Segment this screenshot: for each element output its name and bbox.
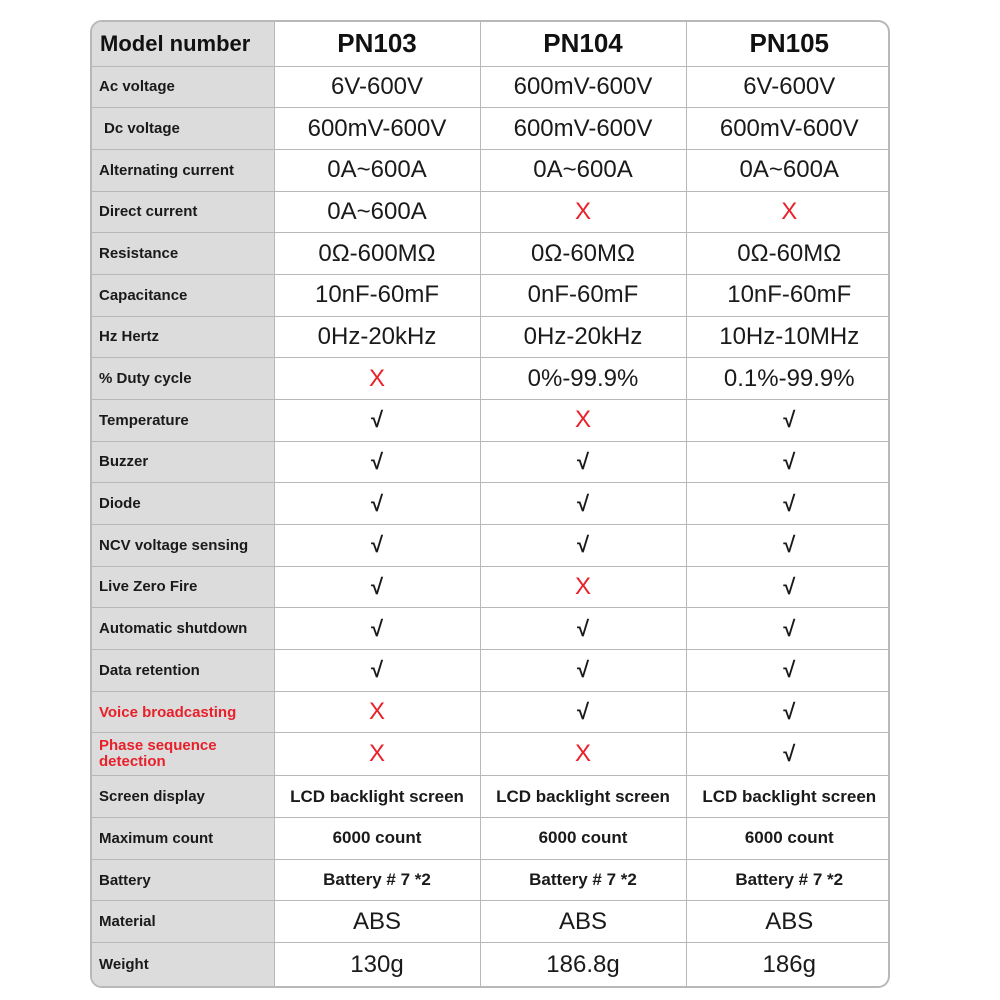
model-header-pn103: PN103 bbox=[274, 22, 480, 66]
value-cell: Battery # 7 *2 bbox=[274, 859, 480, 901]
row-label: Battery bbox=[92, 859, 274, 901]
value-cell: 186.8g bbox=[480, 943, 686, 986]
value-cell: 0A~600A bbox=[274, 191, 480, 233]
table-row-voice-broadcasting bbox=[92, 691, 890, 733]
table-row-direct-current bbox=[92, 191, 890, 233]
check-icon: √ bbox=[686, 441, 890, 483]
table-row-resistance bbox=[92, 233, 890, 275]
value-cell: 600mV-600V bbox=[480, 108, 686, 150]
table-row-dc-voltage bbox=[92, 108, 890, 150]
row-label: Ac voltage bbox=[92, 66, 274, 108]
value-cell: 0A~600A bbox=[274, 149, 480, 191]
row-label: Material bbox=[92, 901, 274, 943]
row-label: Data retention bbox=[92, 650, 274, 692]
table-row-material bbox=[92, 901, 890, 943]
value-cell: 6000 count bbox=[480, 818, 686, 860]
model-header-pn104: PN104 bbox=[480, 22, 686, 66]
check-icon: √ bbox=[480, 650, 686, 692]
header-label: Model number bbox=[92, 22, 274, 66]
table-row-ncv-voltage-sensing bbox=[92, 524, 890, 566]
value-cell: ABS bbox=[480, 901, 686, 943]
cross-icon: X bbox=[480, 733, 686, 776]
cross-icon: X bbox=[274, 358, 480, 400]
value-cell: 600mV-600V bbox=[480, 66, 686, 108]
value-cell: 0Ω-600MΩ bbox=[274, 233, 480, 275]
check-icon: √ bbox=[686, 399, 890, 441]
check-icon: √ bbox=[274, 441, 480, 483]
header-row bbox=[92, 22, 890, 66]
value-cell: 6000 count bbox=[274, 818, 480, 860]
table-row-buzzer bbox=[92, 441, 890, 483]
table-row-battery bbox=[92, 859, 890, 901]
value-cell: 0A~600A bbox=[480, 149, 686, 191]
check-icon: √ bbox=[274, 608, 480, 650]
check-icon: √ bbox=[686, 608, 890, 650]
row-label: Maximum count bbox=[92, 818, 274, 860]
value-cell: 186g bbox=[686, 943, 890, 986]
table-row-data-retention bbox=[92, 650, 890, 692]
table-row-temperature bbox=[92, 399, 890, 441]
value-cell: 10Hz-10MHz bbox=[686, 316, 890, 358]
cross-icon: X bbox=[480, 191, 686, 233]
row-label: Weight bbox=[92, 943, 274, 986]
check-icon: √ bbox=[686, 524, 890, 566]
check-icon: √ bbox=[686, 566, 890, 608]
row-label: Dc voltage bbox=[92, 108, 274, 150]
row-label: Temperature bbox=[92, 399, 274, 441]
value-cell: 10nF-60mF bbox=[274, 274, 480, 316]
check-icon: √ bbox=[480, 524, 686, 566]
value-cell: ABS bbox=[686, 901, 890, 943]
table-row-alternating-current bbox=[92, 149, 890, 191]
table-row-phase-sequence-detection bbox=[92, 733, 890, 776]
value-cell: LCD backlight screen bbox=[480, 776, 686, 818]
check-icon: √ bbox=[274, 524, 480, 566]
table-row-diode bbox=[92, 483, 890, 525]
row-label: Voice broadcasting bbox=[92, 691, 274, 733]
table-row-capacitance bbox=[92, 274, 890, 316]
value-cell: 0A~600A bbox=[686, 149, 890, 191]
value-cell: 0.1%-99.9% bbox=[686, 358, 890, 400]
cross-icon: X bbox=[480, 399, 686, 441]
row-label: Alternating current bbox=[92, 149, 274, 191]
value-cell: 600mV-600V bbox=[274, 108, 480, 150]
row-label: Screen display bbox=[92, 776, 274, 818]
value-cell: 10nF-60mF bbox=[686, 274, 890, 316]
value-cell: 0Ω-60MΩ bbox=[480, 233, 686, 275]
value-cell: Battery # 7 *2 bbox=[686, 859, 890, 901]
row-label: % Duty cycle bbox=[92, 358, 274, 400]
value-cell: 0nF-60mF bbox=[480, 274, 686, 316]
check-icon: √ bbox=[686, 691, 890, 733]
cross-icon: X bbox=[274, 691, 480, 733]
row-label: Live Zero Fire bbox=[92, 566, 274, 608]
table-row-duty-cycle bbox=[92, 358, 890, 400]
table-row-weight bbox=[92, 943, 890, 986]
spec-comparison-table bbox=[90, 20, 890, 988]
value-cell: LCD backlight screen bbox=[686, 776, 890, 818]
table-row-hz-hertz bbox=[92, 316, 890, 358]
table-row-maximum-count bbox=[92, 818, 890, 860]
check-icon: √ bbox=[686, 733, 890, 776]
table-row-screen-display bbox=[92, 776, 890, 818]
check-icon: √ bbox=[480, 441, 686, 483]
value-cell: 6V-600V bbox=[274, 66, 480, 108]
row-label: Automatic shutdown bbox=[92, 608, 274, 650]
value-cell: 6V-600V bbox=[686, 66, 890, 108]
check-icon: √ bbox=[686, 650, 890, 692]
row-label: Phase sequence detection bbox=[92, 733, 274, 776]
check-icon: √ bbox=[480, 608, 686, 650]
row-label: NCV voltage sensing bbox=[92, 524, 274, 566]
row-label: Resistance bbox=[92, 233, 274, 275]
table-row-ac-voltage bbox=[92, 66, 890, 108]
value-cell: 0Ω-60MΩ bbox=[686, 233, 890, 275]
check-icon: √ bbox=[274, 483, 480, 525]
spec-table bbox=[92, 22, 890, 986]
table-row-live-zero-fire bbox=[92, 566, 890, 608]
row-label: Diode bbox=[92, 483, 274, 525]
check-icon: √ bbox=[480, 691, 686, 733]
cross-icon: X bbox=[274, 733, 480, 776]
value-cell: 0Hz-20kHz bbox=[480, 316, 686, 358]
value-cell: 0Hz-20kHz bbox=[274, 316, 480, 358]
check-icon: √ bbox=[274, 399, 480, 441]
row-label: Buzzer bbox=[92, 441, 274, 483]
cross-icon: X bbox=[686, 191, 890, 233]
value-cell: 6000 count bbox=[686, 818, 890, 860]
value-cell: ABS bbox=[274, 901, 480, 943]
row-label: Direct current bbox=[92, 191, 274, 233]
row-label: Capacitance bbox=[92, 274, 274, 316]
check-icon: √ bbox=[686, 483, 890, 525]
table-row-automatic-shutdown bbox=[92, 608, 890, 650]
check-icon: √ bbox=[480, 483, 686, 525]
value-cell: 130g bbox=[274, 943, 480, 986]
model-header-pn105: PN105 bbox=[686, 22, 890, 66]
cross-icon: X bbox=[480, 566, 686, 608]
check-icon: √ bbox=[274, 566, 480, 608]
value-cell: 600mV-600V bbox=[686, 108, 890, 150]
value-cell: LCD backlight screen bbox=[274, 776, 480, 818]
row-label: Hz Hertz bbox=[92, 316, 274, 358]
check-icon: √ bbox=[274, 650, 480, 692]
value-cell: Battery # 7 *2 bbox=[480, 859, 686, 901]
value-cell: 0%-99.9% bbox=[480, 358, 686, 400]
